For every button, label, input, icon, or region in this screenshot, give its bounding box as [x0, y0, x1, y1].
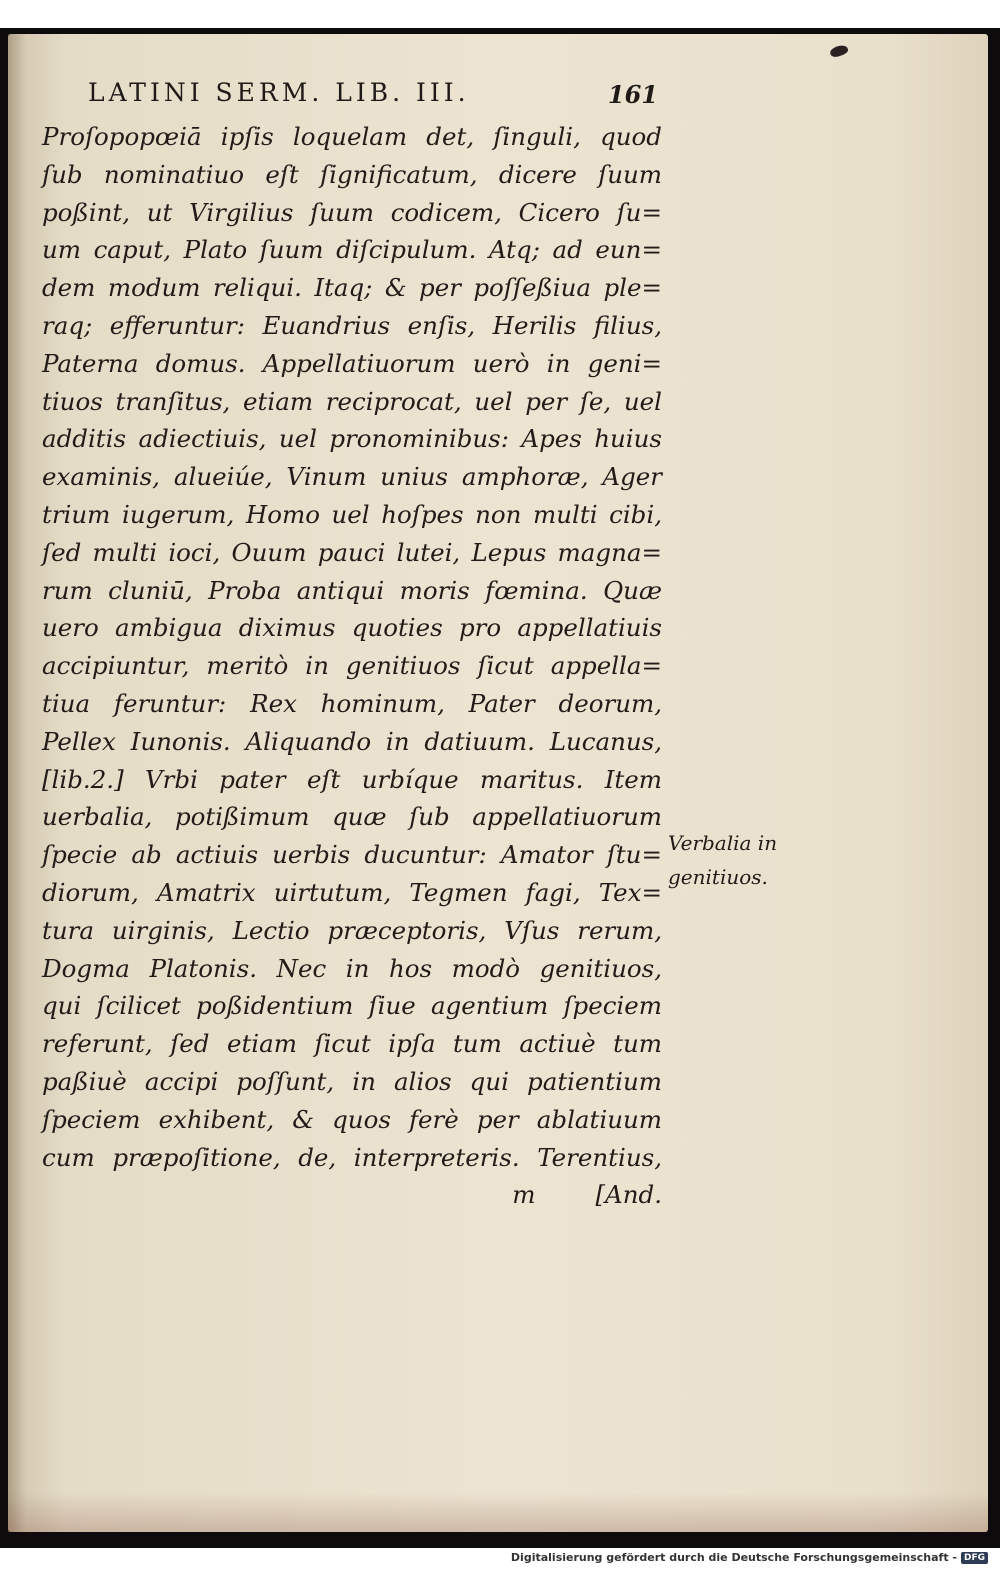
margin-note-line: Verbalia in: [668, 831, 778, 855]
text-line: tiua feruntur: Rex hominum, Pater deorum,: [42, 688, 662, 718]
text-line: uero ambigua diximus quoties pro appellatiuis: [42, 613, 662, 643]
text-line: paßiuè accipi poſſunt, in alios qui patientium: [42, 1066, 662, 1096]
catchword: [And.: [595, 1180, 662, 1210]
text-line: ſub nominatiuo eſt ſignificatum, dicere ſuum: [42, 159, 662, 189]
signature-mark: m: [512, 1180, 536, 1210]
text-line: poßint, ut Virgilius ſuum codicem, Cicero ſu=: [42, 197, 662, 227]
margin-note-line: genitiuos.: [668, 865, 768, 889]
text-line: Paterna domus. Appellatiuorum uerò in geni=: [42, 348, 662, 378]
text-line: [lib.2.] Vrbi pater eſt urbíque maritus. Item: [42, 764, 662, 794]
footer-text: Digitalisierung gefördert durch die Deutsche Forschungsgemeinschaft -: [510, 1551, 957, 1564]
text-line: examinis, alueiúe, Vinum unius amphoræ, Ager: [42, 462, 662, 492]
page-edge-shade: [8, 1492, 988, 1532]
dfg-logo: DFG: [961, 1552, 988, 1564]
text-line: referunt, ſed etiam ſicut ipſa tum actiuè tum: [42, 1029, 662, 1059]
text-line: dem modum reliqui. Itaq; & per poſſeßiua ple=: [42, 273, 662, 303]
running-head-title: LATINI SERM. LIB. III.: [88, 78, 470, 107]
text-line: ſed multi ioci, Ouum pauci lutei, Lepus magna=: [42, 537, 662, 567]
text-line: ſpeciem exhibent, & quos ferè per ablatiuum: [42, 1104, 662, 1134]
text-line: Dogma Platonis. Nec in hos modò genitiuos,: [42, 953, 662, 983]
text-line: trium iugerum, Homo uel hoſpes non multi cibi,: [42, 499, 662, 529]
text-line: ſpecie ab actiuis uerbis ducuntur: Amator ſtu=: [42, 840, 662, 870]
digitization-footer: [511, 1551, 988, 1564]
ink-stain: [829, 43, 849, 59]
text-line: Proſopopœiā ipſis loquelam det, ſinguli, quod: [42, 122, 662, 151]
page-number: 161: [607, 80, 658, 109]
text-line: additis adiectiuis, uel pronominibus: Apes huius: [42, 424, 662, 454]
text-line: diorum, Amatrix uirtutum, Tegmen fagi, Tex=: [42, 877, 662, 907]
running-head: [88, 78, 658, 118]
text-line: um caput, Plato ſuum diſcipulum. Atq; ad eun=: [42, 235, 662, 265]
text-line: raq; efferuntur: Euandrius enſis, Herilis filius,: [42, 310, 662, 340]
text-line: uerbalia, potißimum quæ ſub appellatiuorum: [42, 802, 662, 832]
text-line: cum præpoſitione, de, interpreteris. Terentius,: [42, 1142, 662, 1172]
text-line: tiuos tranſitus, etiam reciprocat, uel per ſe, uel: [42, 386, 662, 416]
text-line: tura uirginis, Lectio præceptoris, Vſus rerum,: [42, 915, 662, 945]
text-line: Pellex Iunonis. Aliquando in datiuum. Lucanus,: [42, 726, 662, 756]
text-line: accipiuntur, meritò in genitiuos ſicut appella=: [42, 651, 662, 681]
body-text: [42, 118, 662, 1214]
text-line: rum cluniū, Proba antiqui moris fœmina. Quæ: [42, 575, 662, 605]
text-line: qui ſcilicet poßidentium ſiue agentium ſpeciem: [42, 991, 662, 1021]
catchword-line: [42, 1176, 662, 1214]
margin-note: [668, 826, 777, 894]
